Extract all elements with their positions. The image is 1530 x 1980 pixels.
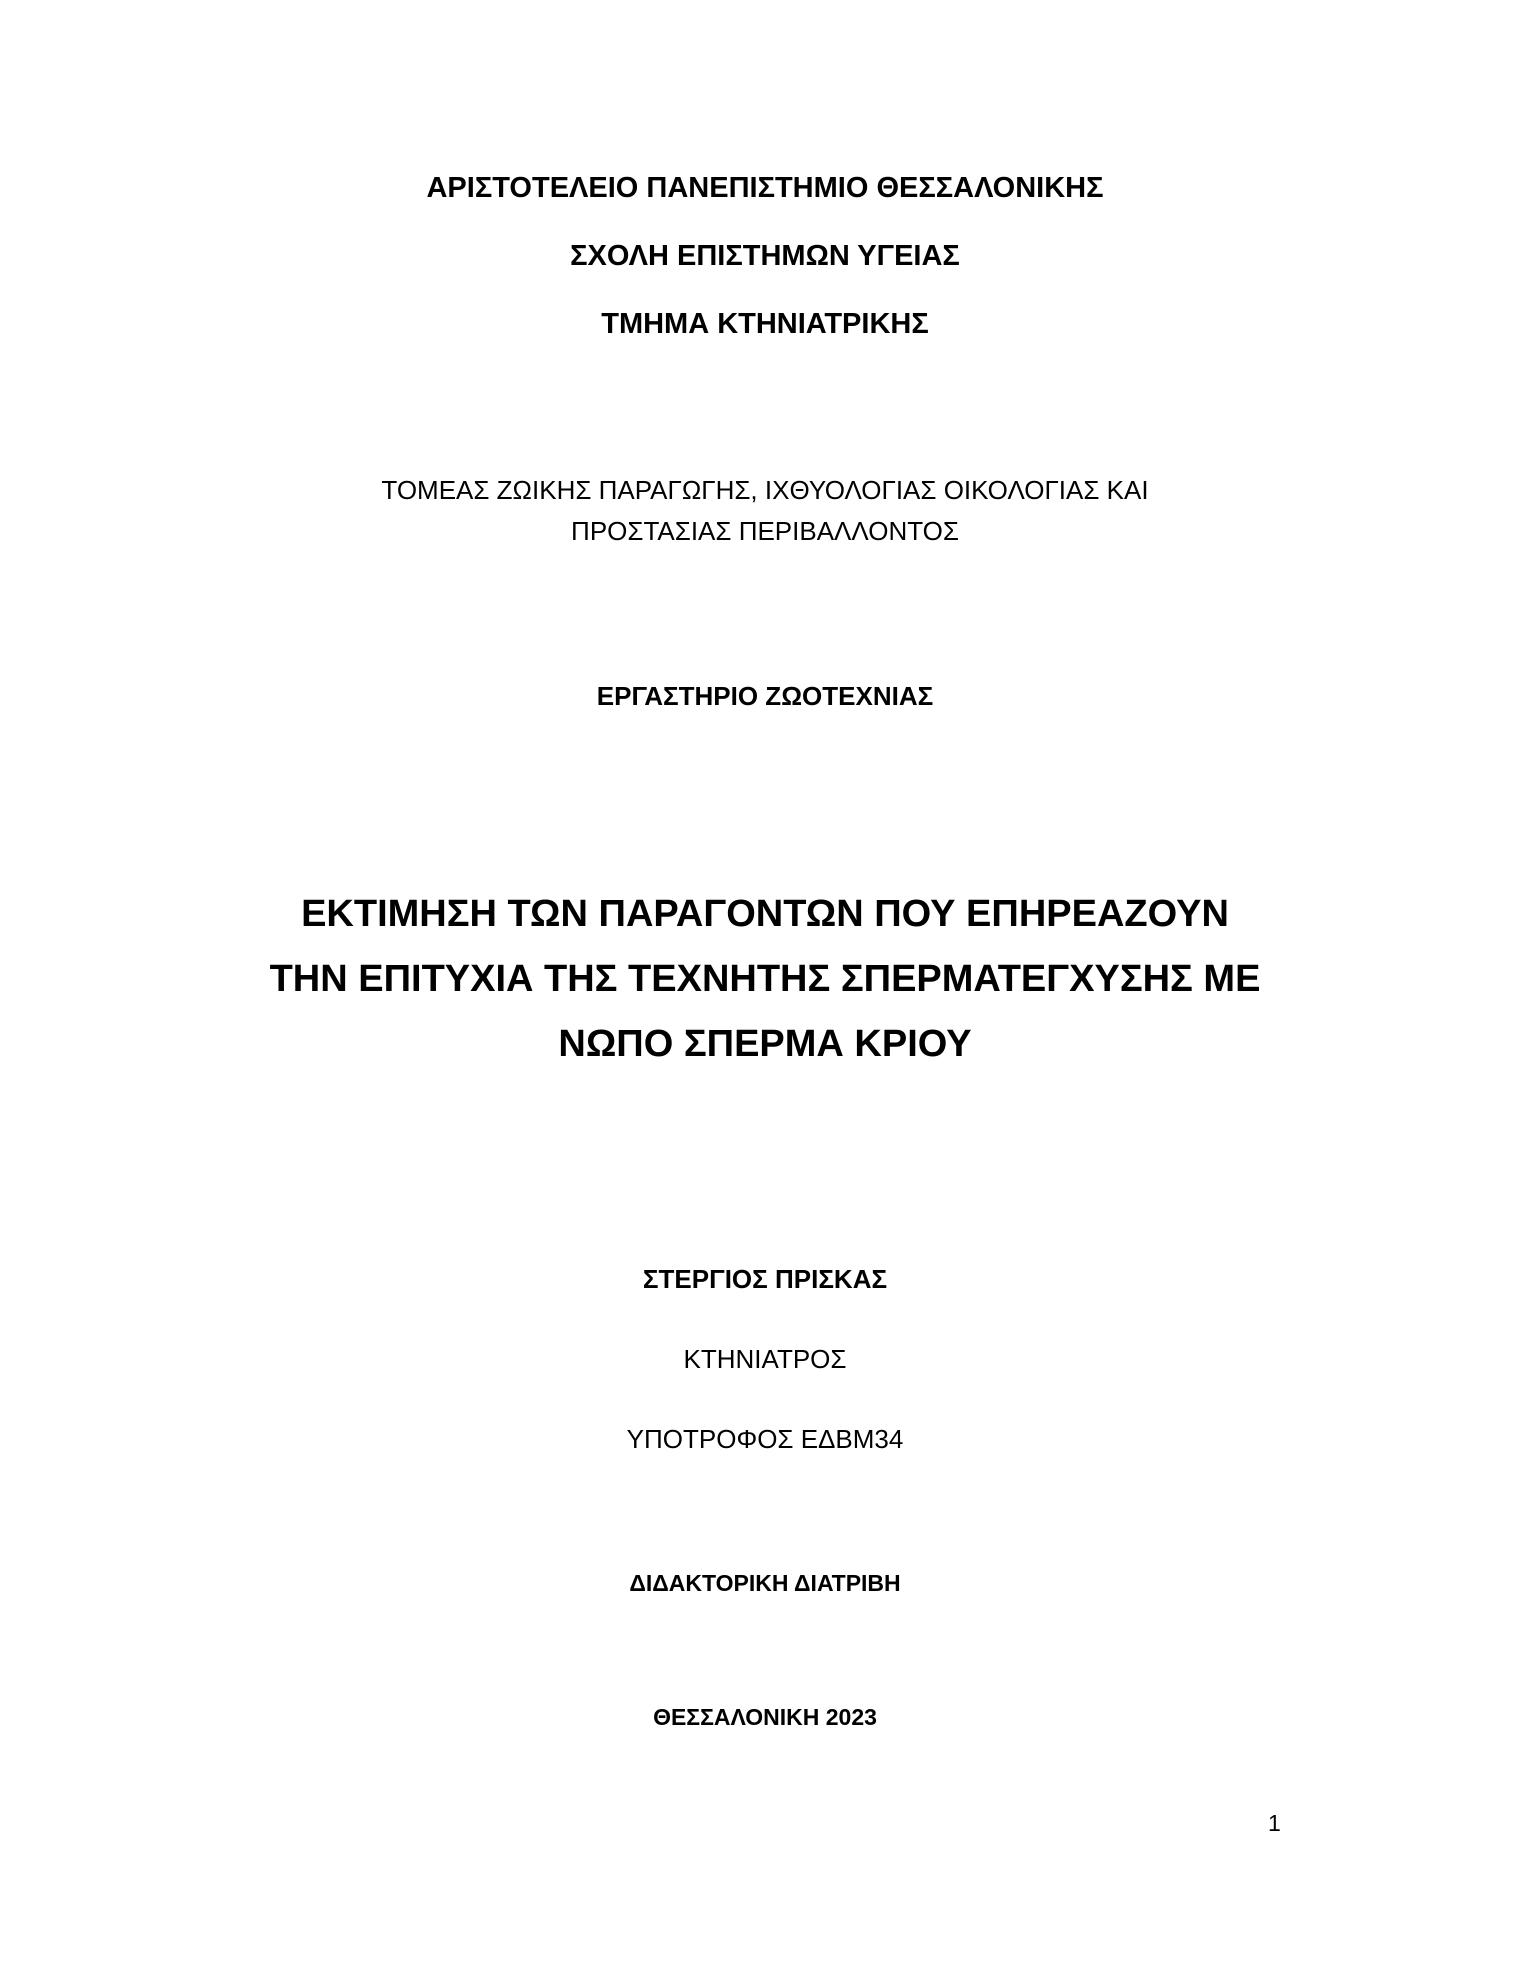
author-scholarship: ΥΠΟΤΡΟΦΟΣ ΕΔΒΜ34 [626, 1424, 904, 1454]
thesis-title-line-3: ΝΩΠΟ ΣΠΕΡΜΑ ΚΡΙΟΥ [558, 1023, 972, 1065]
author-profession: ΚΤΗΝΙΑΤΡΟΣ [683, 1344, 847, 1374]
university-name: ΑΡΙΣΤΟΤΕΛΕΙΟ ΠΑΝΕΠΙΣΤΗΜΙΟ ΘΕΣΣΑΛΟΝΙΚΗΣ [426, 172, 1104, 204]
laboratory-name: ΕΡΓΑΣΤΗΡΙΟ ΖΩΟΤΕΧΝΙΑΣ [596, 681, 934, 711]
school-name: ΣΧΟΛΗ ΕΠΙΣΤΗΜΩΝ ΥΓΕΙΑΣ [570, 240, 960, 272]
thesis-title-line-2: ΤΗΝ ΕΠΙΤΥΧΙΑ ΤΗΣ ΤΕΧΝΗΤΗΣ ΣΠΕΡΜΑΤΕΓΧΥΣΗΣ ΜΕ [269, 958, 1261, 1000]
sector-name-line-1: ΤΟΜΕΑΣ ΖΩΙΚΗΣ ΠΑΡΑΓΩΓΗΣ, ΙΧΘΥΟΛΟΓΙΑΣ ΟΙΚΟΛΟΓΙΑΣ ΚΑΙ [381, 475, 1149, 505]
document-type: ΔΙΔΑΚΤΟΡΙΚΗ ΔΙΑΤΡΙΒΗ [629, 1570, 901, 1596]
sector-name-line-2: ΠΡΟΣΤΑΣΙΑΣ ΠΕΡΙΒΑΛΛΟΝΤΟΣ [571, 516, 959, 546]
page-number: 1 [1268, 1810, 1281, 1836]
place-and-year: ΘΕΣΣΑΛΟΝΙΚΗ 2023 [653, 1704, 877, 1730]
author-name: ΣΤΕΡΓΙΟΣ ΠΡΙΣΚΑΣ [642, 1264, 888, 1294]
department-name: ΤΜΗΜΑ ΚΤΗΝΙΑΤΡΙΚΗΣ [601, 308, 929, 340]
thesis-title-line-1: ΕΚΤΙΜΗΣΗ ΤΩΝ ΠΑΡΑΓΟΝΤΩΝ ΠΟΥ ΕΠΗΡΕΑΖΟΥΝ [301, 893, 1229, 935]
